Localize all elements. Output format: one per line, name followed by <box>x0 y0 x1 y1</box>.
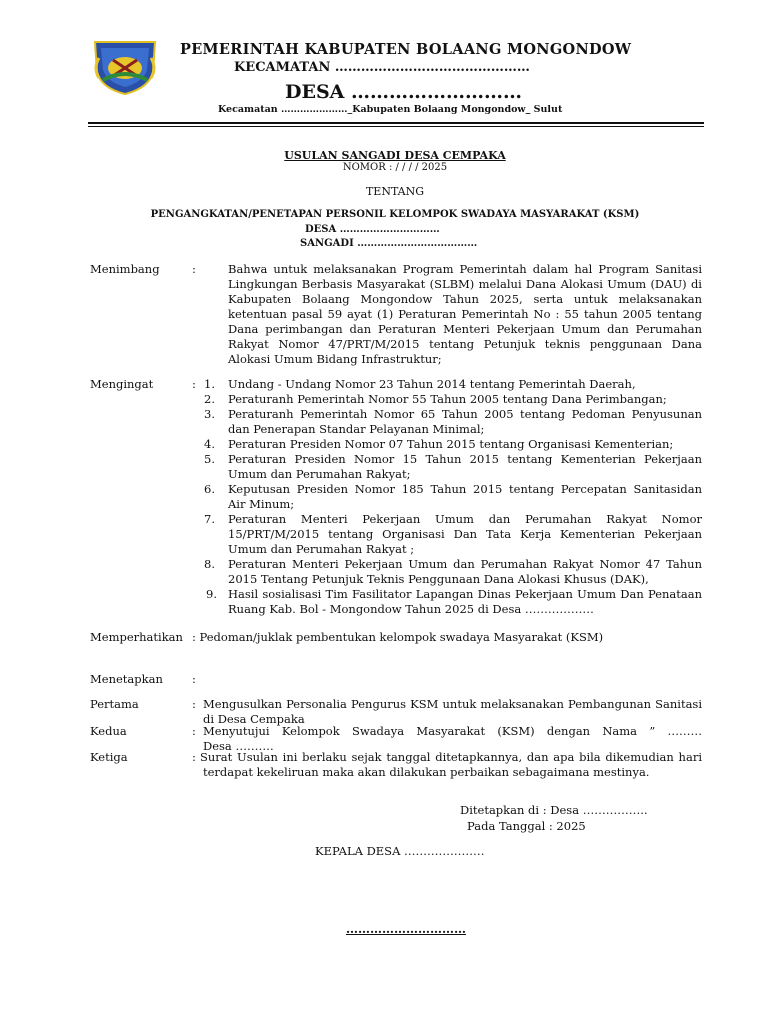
memperhatikan-label: Memperhatikan <box>90 630 183 644</box>
memperhatikan-text: : Pedoman/juklak pembentukan kelompok swadaya Masyarakat (KSM) <box>192 630 604 644</box>
menimbang-label: Menimbang <box>90 262 160 276</box>
mengingat-item-7-number: 7. <box>204 512 215 526</box>
ketiga-label: Ketiga <box>90 750 128 764</box>
pertama-text: Mengusulkan Personalia Pengurus KSM untuk melaksanakan Pembangunan Sanitasi di Desa Cempaka <box>203 697 702 726</box>
signature-name-placeholder: ………………………… <box>346 922 466 936</box>
ketiga-text: Surat Usulan ini berlaku sejak tanggal ditetapkannya, dan apa bila dikemudian hari terdapat kekeliruan maka akan dilakukan perbaikan sebagaimana mestinya. <box>200 750 702 779</box>
mengingat-item-1: Undang - Undang Nomor 23 Tahun 2014 tentang Pemerintah Daerah, <box>228 377 636 391</box>
menimbang-text: Bahwa untuk melaksanakan Program Pemerintah dalam hal Program Sanitasi Lingkungan Berbasis Masyarakat (SLBM) melalui Dana Alokasi Umum (DAU) di Kabupaten Bolaang Mongondow Tahun 2025, serta untuk melaksanakan ketentuan pasal 59 ayat (1) Peraturan Pemerintah No : 55 tahun 2005 tentang Dana perimbangan dan Peraturan Menteri Pekerjaan Umum dan Perumahan Rakyat Nomor 47/PRT/M/2015 tentang Petunjuk teknis penggunaan Dana Alokasi Umum Bidang Infrastruktur; <box>228 262 702 366</box>
menetapkan-label: Menetapkan <box>90 672 163 686</box>
mengingat-item-6-number: 6. <box>204 482 215 496</box>
mengingat-item-3: Peraturanh Pemerintah Nomor 65 Tahun 2005 tentang Pedoman Penyusunan dan Penerapan Standar Pelayanan Minimal; <box>228 407 702 436</box>
kedua-label: Kedua <box>90 724 127 738</box>
header-address: Kecamatan …………………_Kabupaten Bolaang Mongondow_ Sulut <box>218 104 563 115</box>
menimbang-colon: : <box>192 262 196 276</box>
regency-logo <box>89 38 161 96</box>
mengingat-item-2-number: 2. <box>204 392 215 406</box>
header-kecamatan: KECAMATAN ……………………………………… <box>234 60 530 75</box>
mengingat-item-8-number: 8. <box>204 557 215 571</box>
mengingat-label: Mengingat <box>90 377 154 391</box>
header-rule-thin <box>88 126 704 127</box>
document-tentang: TENTANG <box>365 185 425 198</box>
mengingat-item-9-number: 9. <box>206 587 217 601</box>
mengingat-item-4: Peraturan Presiden Nomor 07 Tahun 2015 tentang Organisasi Kementerian; <box>228 437 674 451</box>
kedua-colon: : <box>192 724 196 738</box>
mengingat-item-4-number: 4. <box>204 437 215 451</box>
mengingat-item-6: Keputusan Presiden Nomor 185 Tahun 2015 tentang Percepatan Sanitasidan Air Minum; <box>228 482 702 511</box>
mengingat-item-3-number: 3. <box>204 407 215 421</box>
header-government: PEMERINTAH KABUPATEN BOLAANG MONGONDOW <box>180 41 632 58</box>
signature-place: Ditetapkan di : Desa …………….. <box>460 803 648 817</box>
pertama-colon: : <box>192 697 196 711</box>
mengingat-item-2: Peraturanh Pemerintah Nomor 55 Tahun 2005 tentang Dana Perimbangan; <box>228 392 667 406</box>
document-title: USULAN SANGADI DESA CEMPAKA <box>284 149 506 162</box>
header-rule-thick <box>88 122 704 124</box>
subject-line-2: DESA ………………………… <box>305 224 440 235</box>
subject-line-3: SANGADI ……………………………… <box>300 238 478 249</box>
header-desa: DESA ……………………… <box>285 81 523 103</box>
subject-line-1: PENGANGKATAN/PENETAPAN PERSONIL KELOMPOK SWADAYA MASYARAKAT (KSM) <box>150 209 640 220</box>
mengingat-item-7: Peraturan Menteri Pekerjaan Umum dan Perumahan Rakyat Nomor 15/PRT/M/2015 tentang Organisasi Dan Tata Kerja Kementerian Pekerjaan Umum dan Perumahan Rakyat ; <box>228 512 702 556</box>
signature-title: KEPALA DESA ………………… <box>315 844 485 858</box>
kedua-text: Menyutujui Kelompok Swadaya Masyarakat (KSM) dengan Nama ” ……… Desa ………. <box>203 724 702 753</box>
mengingat-colon: : <box>192 377 196 391</box>
mengingat-item-1-number: 1. <box>204 377 215 391</box>
pertama-label: Pertama <box>90 697 139 711</box>
signature-date: Pada Tanggal : 2025 <box>467 819 586 833</box>
mengingat-item-5: Peraturan Presiden Nomor 15 Tahun 2015 tentang Kementerian Pekerjaan Umum dan Perumahan Rakyat; <box>228 452 702 481</box>
document-number: NOMOR : / / / / 2025 <box>342 162 448 173</box>
mengingat-item-5-number: 5. <box>204 452 215 466</box>
mengingat-item-9: Hasil sosialisasi Tim Fasilitator Lapangan Dinas Pekerjaan Umum Dan Penataan Ruang Kab. Bol - Mongondow Tahun 2025 di Desa ……………… <box>228 587 702 616</box>
menetapkan-colon: : <box>192 672 196 686</box>
ketiga-colon: : <box>192 750 196 764</box>
mengingat-item-8: Peraturan Menteri Pekerjaan Umum dan Perumahan Rakyat Nomor 47 Tahun 2015 Tentang Petunjuk Teknis Penggunaan Dana Alokasi Khusus (DAK), <box>228 557 702 586</box>
